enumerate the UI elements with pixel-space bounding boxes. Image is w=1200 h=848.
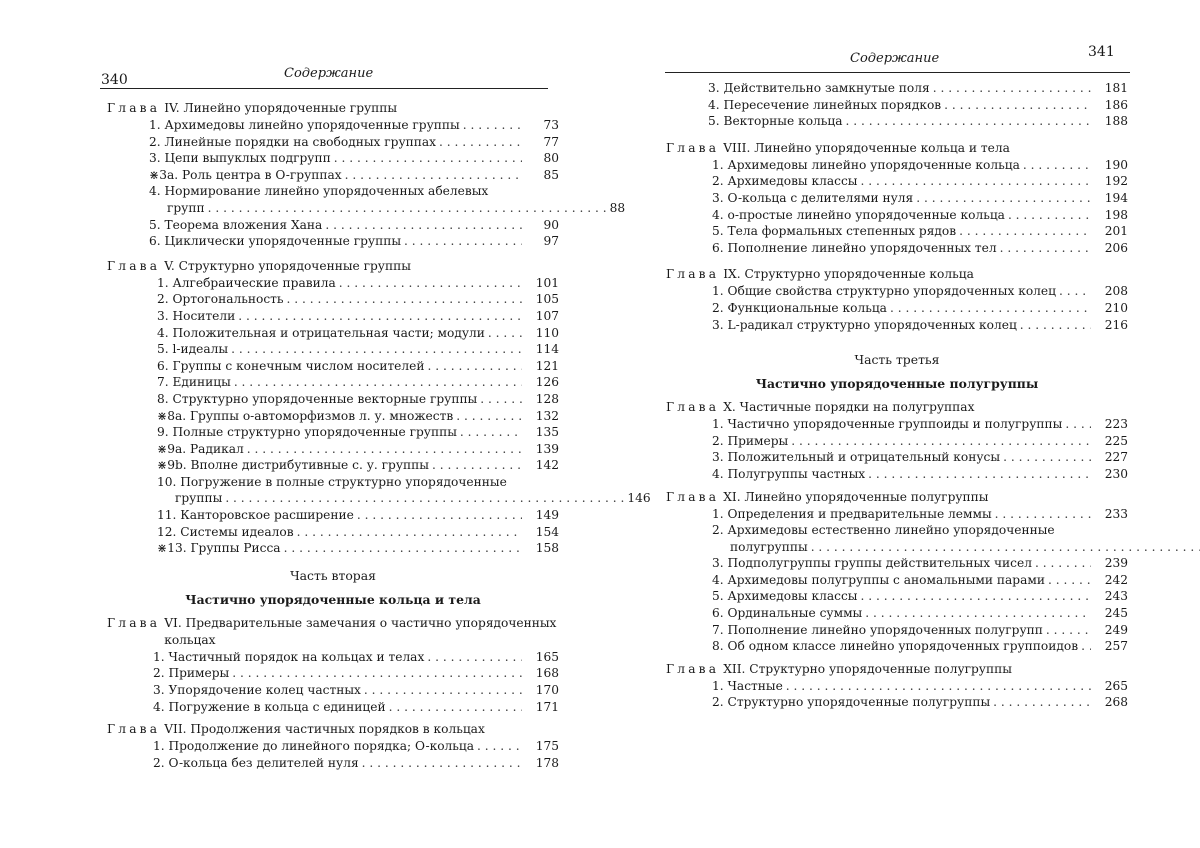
part-title: Часть третья — [666, 351, 1128, 369]
chapter-title: IX. Структурно упорядоченные кольца — [723, 266, 1128, 283]
dot-leader — [432, 457, 522, 474]
toc-entry — [666, 506, 1128, 523]
toc-entry — [107, 408, 559, 425]
toc-entry-page: 243 — [1094, 588, 1128, 605]
toc-entry — [666, 572, 1128, 589]
toc-entry-page: 73 — [525, 117, 559, 134]
dot-leader — [868, 466, 1091, 483]
toc-entry — [666, 416, 1128, 433]
toc-entry-label: ⋇9b. Вполне дистрибутивные с. у. группы — [157, 457, 429, 474]
dot-leader — [456, 408, 522, 425]
toc-chapter — [666, 661, 1128, 711]
dot-leader — [811, 539, 1200, 556]
chapter-heading — [666, 140, 1128, 157]
chapter-title: X. Частичные порядки на полугруппах — [723, 399, 1128, 416]
dot-leader — [995, 506, 1091, 523]
toc-chapter — [107, 721, 559, 771]
dot-leader — [1048, 572, 1091, 589]
toc-entry-label: 3. Упорядочение колец частных — [153, 682, 361, 699]
dot-leader — [364, 682, 522, 699]
toc-chapter — [666, 266, 1128, 333]
toc-entry-label: 5. Теорема вложения Хана — [149, 217, 322, 234]
toc-entry-page: 216 — [1094, 317, 1128, 334]
toc-entry-label: ⋇9а. Радикал — [157, 441, 244, 458]
toc-entry-label: 5. Архимедовы классы — [712, 588, 857, 605]
toc-entry-label: 2. Архимедовы естественно линейно упорядоченные — [712, 522, 1200, 539]
page-number: 341 — [1088, 44, 1115, 60]
chapter-title: IV. Линейно упорядоченные группы — [164, 100, 559, 117]
toc-entry-page: 201 — [1094, 223, 1128, 240]
dot-leader — [238, 308, 522, 325]
chapter-title: VII. Продолжения частичных порядков в кольцах — [164, 721, 559, 738]
toc-entry-label: 6. Пополнение линейно упорядоченных тел — [712, 240, 997, 257]
toc-entry-page: 175 — [525, 738, 559, 755]
toc-entry — [107, 540, 559, 557]
toc-entry-label: 4. Архимедовы полугруппы с аномальными парами — [712, 572, 1045, 589]
toc-entry-page: 190 — [1094, 157, 1128, 174]
header-rule — [665, 72, 1130, 73]
toc-entry-page: 139 — [525, 441, 559, 458]
toc-entry-page: 223 — [1094, 416, 1128, 433]
dot-leader — [1065, 416, 1091, 433]
toc-entry — [107, 183, 559, 216]
toc-entry-page: 110 — [525, 325, 559, 342]
toc-entry-page: 171 — [525, 699, 559, 716]
toc-entry-label: 3. Цепи выпуклых подгрупп — [149, 150, 331, 167]
dot-leader — [427, 649, 522, 666]
toc-entry — [666, 622, 1128, 639]
toc-entry-label: 2. Ортогональность — [157, 291, 284, 308]
chapter-prefix: Глава — [107, 615, 160, 632]
toc-entry-label: 5. l-идеалы — [157, 341, 228, 358]
toc-entry-label: 4. Погружение в кольца с единицей — [153, 699, 386, 716]
toc-entry-label: ⋇3а. Роль центра в O-группах — [149, 167, 342, 184]
dot-leader — [860, 173, 1091, 190]
dot-leader — [933, 80, 1091, 97]
chapter-heading — [666, 266, 1128, 283]
toc-entry-label-cont: групп — [167, 200, 205, 217]
toc-entry — [107, 738, 559, 755]
toc-chapter — [666, 140, 1128, 257]
toc-entry — [107, 474, 559, 507]
chapter-prefix: Глава — [107, 721, 160, 738]
toc-entry-label: 3. Положительный и отрицательный конусы — [712, 449, 1000, 466]
toc-entry-page: 128 — [525, 391, 559, 408]
toc-entry-label: 2. Архимедовы классы — [712, 173, 857, 190]
toc-entry — [107, 217, 559, 234]
toc-entry-line2 — [157, 490, 627, 507]
toc-entry — [666, 317, 1128, 334]
chapter-title: VIII. Линейно упорядоченные кольца и тела — [723, 140, 1128, 157]
toc-entry-page: 77 — [525, 134, 559, 151]
toc-entry-page: 206 — [1094, 240, 1128, 257]
dot-leader — [1020, 317, 1091, 334]
toc-chapter — [666, 399, 1128, 482]
toc-entry — [666, 300, 1128, 317]
dot-leader — [488, 325, 522, 342]
toc-entry-page: 186 — [1094, 97, 1128, 114]
toc-entry — [107, 441, 559, 458]
toc-entry-page: 114 — [525, 341, 559, 358]
dot-leader — [1081, 638, 1091, 655]
toc-entry-label: 2. Структурно упорядоченные полугруппы — [712, 694, 990, 711]
toc-entry-page: 154 — [525, 524, 559, 541]
toc-entry-label: 5. Тела формальных степенных рядов — [712, 223, 956, 240]
dot-leader — [865, 605, 1091, 622]
dot-leader — [1059, 283, 1091, 300]
toc-entry-label: 12. Системы идеалов — [157, 524, 294, 541]
chapter-prefix: Глава — [666, 661, 719, 678]
toc-entry-label-cont: группы — [175, 490, 222, 507]
chapter-prefix: Глава — [107, 100, 160, 117]
chapter-title: V. Структурно упорядоченные группы — [164, 258, 559, 275]
chapter-title: VI. Предварительные замечания о частично упорядоченных кольцах — [164, 615, 559, 649]
dot-leader — [993, 694, 1091, 711]
toc-entry-label: ⋇8а. Группы o-автоморфизмов л. у. множеств — [157, 408, 453, 425]
toc-entry-label: 2. Примеры — [712, 433, 788, 450]
toc-entry — [666, 207, 1128, 224]
toc-entry-label: 1. Частные — [712, 678, 783, 695]
toc-entry — [107, 233, 559, 250]
toc-right — [666, 80, 1128, 711]
toc-entry-page: 249 — [1094, 622, 1128, 639]
toc-entry — [107, 649, 559, 666]
dot-leader — [1023, 157, 1091, 174]
toc-entry — [107, 755, 559, 772]
chapter-heading — [666, 399, 1128, 416]
toc-entry-page: 198 — [1094, 207, 1128, 224]
toc-entry-label: 1. Алгебраические правила — [157, 275, 336, 292]
toc-entry-page: 239 — [1094, 555, 1128, 572]
toc-entry — [107, 699, 559, 716]
toc-entry-page: 107 — [525, 308, 559, 325]
toc-entry — [666, 190, 1128, 207]
dot-leader — [477, 738, 522, 755]
toc-entry — [107, 341, 559, 358]
toc-entry — [107, 457, 559, 474]
chapter-heading — [666, 661, 1128, 678]
toc-entry — [666, 240, 1128, 257]
dot-leader — [916, 190, 1091, 207]
toc-entry-label: 6. Ординальные суммы — [712, 605, 862, 622]
dot-leader — [334, 150, 522, 167]
toc-entry-page: 230 — [1094, 466, 1128, 483]
part-subtitle: Частично упорядоченные полугруппы — [666, 375, 1128, 393]
toc-entry-page: 88 — [610, 200, 626, 217]
toc-entry — [107, 524, 559, 541]
chapter-heading — [107, 615, 559, 649]
dot-leader — [1000, 240, 1091, 257]
toc-entry-page: 170 — [525, 682, 559, 699]
toc-entry-label: 3. Носители — [157, 308, 235, 325]
toc-entry-page: 168 — [525, 665, 559, 682]
toc-entry-page: 227 — [1094, 449, 1128, 466]
toc-chapter — [107, 615, 559, 715]
toc-entry-page: 245 — [1094, 605, 1128, 622]
toc-entry-page: 90 — [525, 217, 559, 234]
dot-leader — [427, 358, 522, 375]
toc-entry-label: ⋇13. Группы Рисса — [157, 540, 281, 557]
toc-entry-page: 194 — [1094, 190, 1128, 207]
dot-leader — [284, 540, 522, 557]
dot-leader — [460, 424, 522, 441]
toc-chapter — [107, 100, 559, 250]
toc-entry-page: 101 — [525, 275, 559, 292]
toc-entry-line2 — [712, 539, 1200, 556]
toc-entry-label: 1. Частично упорядоченные группоиды и полугруппы — [712, 416, 1062, 433]
toc-entry-label: 4. o-простые линейно упорядоченные кольца — [712, 207, 1005, 224]
toc-chapter — [666, 489, 1128, 655]
toc-entry — [666, 223, 1128, 240]
chapter-prefix: Глава — [666, 399, 719, 416]
dot-leader — [1035, 555, 1091, 572]
toc-entry — [666, 638, 1128, 655]
dot-leader — [439, 134, 522, 151]
toc-entry-label-block — [712, 522, 1200, 555]
dot-leader — [325, 217, 522, 234]
toc-entry-label: 8. Об одном классе линейно упорядоченных группоидов — [712, 638, 1078, 655]
dot-leader — [225, 490, 624, 507]
toc-entry-label: 9. Полные структурно упорядоченные группы — [157, 424, 457, 441]
toc-entry-page: 132 — [525, 408, 559, 425]
dot-leader — [944, 97, 1091, 114]
toc-entry-page: 268 — [1094, 694, 1128, 711]
running-head: Содержание — [850, 51, 939, 66]
toc-entry-label: 10. Погружение в полные структурно упорядоченные — [157, 474, 627, 491]
dot-leader — [345, 167, 522, 184]
toc-entry — [107, 134, 559, 151]
toc-entry — [666, 97, 1128, 114]
toc-entry-page: 181 — [1094, 80, 1128, 97]
toc-entry-page: 188 — [1094, 113, 1128, 130]
toc-entry-label: 7. Единицы — [157, 374, 231, 391]
toc-entry-label: 8. Структурно упорядоченные векторные группы — [157, 391, 477, 408]
toc-entry-label-cont: полугруппы — [730, 539, 808, 556]
toc-entry — [107, 167, 559, 184]
toc-entry — [666, 449, 1128, 466]
toc-entry-page: 80 — [525, 150, 559, 167]
toc-entry-page: 126 — [525, 374, 559, 391]
toc-entry-page: 225 — [1094, 433, 1128, 450]
toc-entry — [107, 275, 559, 292]
dot-leader — [860, 588, 1091, 605]
part-subtitle: Частично упорядоченные кольца и тела — [107, 591, 559, 609]
toc-entry-page: 146 — [627, 490, 650, 507]
toc-entry-label-block — [149, 183, 610, 216]
running-head: Содержание — [284, 66, 373, 81]
chapter-heading — [666, 489, 1128, 506]
toc-entry — [107, 391, 559, 408]
toc-entry — [107, 117, 559, 134]
toc-entry-label: 2. O-кольца без делителей нуля — [153, 755, 359, 772]
toc-entry — [107, 507, 559, 524]
toc-entry — [666, 694, 1128, 711]
toc-entry-label: 5. Векторные кольца — [708, 113, 843, 130]
toc-entry — [666, 605, 1128, 622]
toc-entry-label: 7. Пополнение линейно упорядоченных полугрупп — [712, 622, 1043, 639]
toc-entry-page: 265 — [1094, 678, 1128, 695]
dot-leader — [362, 755, 522, 772]
dot-leader — [247, 441, 522, 458]
toc-entry-page: 158 — [525, 540, 559, 557]
toc-entry — [666, 466, 1128, 483]
dot-leader — [890, 300, 1091, 317]
toc-entry-page: 178 — [525, 755, 559, 772]
toc-entry-page: 165 — [525, 649, 559, 666]
chapter-heading — [107, 258, 559, 275]
toc-entry-page: 105 — [525, 291, 559, 308]
toc-entry-label: 1. Частичный порядок на кольцах и телах — [153, 649, 424, 666]
toc-entry — [107, 424, 559, 441]
chapter-prefix: Глава — [107, 258, 160, 275]
toc-entry — [107, 665, 559, 682]
toc-entry — [107, 308, 559, 325]
toc-entry-page: 257 — [1094, 638, 1128, 655]
chapter-title: XI. Линейно упорядоченные полугруппы — [723, 489, 1128, 506]
toc-entry-label: 4. Пересечение линейных порядков — [708, 97, 941, 114]
toc-entry — [666, 80, 1128, 97]
toc-entry — [666, 555, 1128, 572]
toc-entry-page: 149 — [525, 507, 559, 524]
toc-entry — [666, 113, 1128, 130]
toc-entry-page: 210 — [1094, 300, 1128, 317]
dot-leader — [208, 200, 607, 217]
toc-entry-page: 233 — [1094, 506, 1128, 523]
toc-entry — [666, 588, 1128, 605]
toc-entry-label: 4. Нормирование линейно упорядоченных абелевых — [149, 183, 610, 200]
toc-entry-page: 97 — [525, 233, 559, 250]
dot-leader — [463, 117, 522, 134]
toc-entry-page: 192 — [1094, 173, 1128, 190]
dot-leader — [1003, 449, 1091, 466]
dot-leader — [1046, 622, 1091, 639]
toc-entry-label: 3. Действительно замкнутые поля — [708, 80, 930, 97]
chapter-title: XII. Структурно упорядоченные полугруппы — [723, 661, 1128, 678]
toc-entry — [107, 358, 559, 375]
toc-entry-label: 1. Определения и предварительные леммы — [712, 506, 992, 523]
toc-entry — [666, 433, 1128, 450]
toc-entry-page: 135 — [525, 424, 559, 441]
toc-left — [107, 100, 559, 771]
left-page — [0, 0, 600, 848]
toc-entry-label: 1. Продолжение до линейного порядка; O-кольца — [153, 738, 474, 755]
toc-entry — [107, 150, 559, 167]
toc-entry — [107, 325, 559, 342]
dot-leader — [232, 665, 522, 682]
toc-entry-page: 242 — [1094, 572, 1128, 589]
toc-entry-label: 3. Подполугруппы группы действительных чисел — [712, 555, 1032, 572]
toc-entry-label: 4. Полугруппы частных — [712, 466, 865, 483]
header-rule — [100, 88, 548, 89]
chapter-prefix: Глава — [666, 489, 719, 506]
toc-entry-label: 1. Общие свойства структурно упорядоченных колец — [712, 283, 1056, 300]
toc-entry-label: 6. Циклически упорядоченные группы — [149, 233, 401, 250]
dot-leader — [846, 113, 1091, 130]
chapter-prefix: Глава — [666, 140, 719, 157]
dot-leader — [297, 524, 522, 541]
toc-entry-label: 6. Группы с конечным числом носителей — [157, 358, 424, 375]
dot-leader — [389, 699, 522, 716]
toc-entry — [107, 374, 559, 391]
dot-leader — [287, 291, 522, 308]
dot-leader — [959, 223, 1091, 240]
toc-entry-label: 3. O-кольца с делителями нуля — [712, 190, 913, 207]
chapter-heading — [107, 721, 559, 738]
toc-entry-label: 4. Положительная и отрицательная части; модули — [157, 325, 485, 342]
toc-entry — [107, 291, 559, 308]
toc-entry — [666, 173, 1128, 190]
toc-entry-page: 142 — [525, 457, 559, 474]
dot-leader — [404, 233, 522, 250]
toc-entry-line2 — [149, 200, 610, 217]
toc-entry-label-block — [157, 474, 627, 507]
toc-entry — [666, 283, 1128, 300]
toc-entry-label: 2. Линейные порядки на свободных группах — [149, 134, 436, 151]
right-page — [600, 0, 1200, 848]
toc-entry-label: 1. Архимедовы линейно упорядоченные кольца — [712, 157, 1020, 174]
toc-entry-label: 11. Канторовское расширение — [157, 507, 354, 524]
dot-leader — [234, 374, 522, 391]
part-title: Часть вторая — [107, 567, 559, 585]
toc-entry-page: 208 — [1094, 283, 1128, 300]
toc-entry-page: 85 — [525, 167, 559, 184]
toc-entry — [666, 522, 1128, 555]
dot-leader — [1008, 207, 1091, 224]
dot-leader — [791, 433, 1091, 450]
toc-entry-label: 2. Примеры — [153, 665, 229, 682]
dot-leader — [480, 391, 522, 408]
toc-entry — [666, 157, 1128, 174]
toc-chapter — [107, 258, 559, 557]
chapter-prefix: Глава — [666, 266, 719, 283]
toc-entry-label: 3. L-радикал структурно упорядоченных колец — [712, 317, 1017, 334]
dot-leader — [339, 275, 522, 292]
toc-entry-label: 2. Функциональные кольца — [712, 300, 887, 317]
chapter-heading — [107, 100, 559, 117]
toc-entry — [107, 682, 559, 699]
page-number: 340 — [101, 72, 128, 88]
dot-leader — [786, 678, 1091, 695]
toc-entry-page: 121 — [525, 358, 559, 375]
toc-entry-label: 1. Архимедовы линейно упорядоченные группы — [149, 117, 460, 134]
toc-entry — [666, 678, 1128, 695]
dot-leader — [357, 507, 522, 524]
dot-leader — [231, 341, 522, 358]
